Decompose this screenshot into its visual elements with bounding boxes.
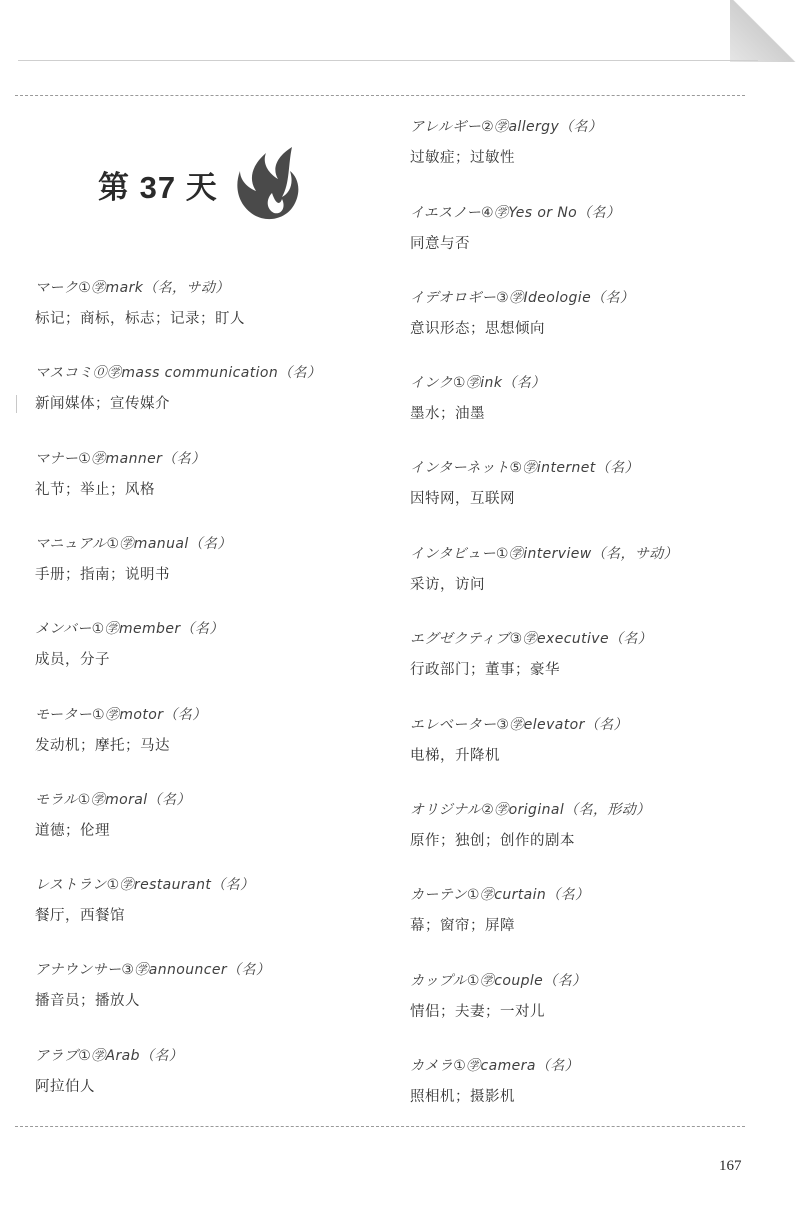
page-number: 167: [719, 1158, 742, 1174]
vocab-term: イエスノー④㊫Yes or No（名）: [410, 205, 621, 221]
vocab-meaning: 过敏症；过敏性: [410, 150, 515, 166]
dashed-divider-top: [15, 95, 745, 96]
vocab-term: カップル①㊫couple（名）: [410, 973, 587, 989]
vocab-term: マナー①㊫manner（名）: [35, 451, 206, 467]
vocab-term: エレベーター③㊫elevator（名）: [410, 717, 628, 733]
vocab-entry: [35, 533, 232, 584]
vocab-meaning: 餐厅，西餐馆: [35, 908, 125, 924]
vocab-entry: [35, 789, 191, 840]
vocab-meaning: 因特网，互联网: [410, 491, 515, 507]
vocab-meaning: 礼节；举止；风格: [35, 482, 155, 498]
vocab-term: オリジナル②㊫original（名，形动）: [410, 802, 651, 818]
day-title: 第 37 天: [98, 170, 218, 205]
vocab-meaning: 幕；窗帘；屏障: [410, 918, 515, 934]
vocab-term: モラル①㊫moral（名）: [35, 792, 191, 808]
vocab-entry: [35, 1045, 183, 1096]
vocab-term: エグゼクティブ③㊫executive（名）: [410, 631, 653, 647]
vocab-meaning: 同意与否: [410, 236, 470, 252]
vocab-meaning: 原作；独创；创作的剧本: [410, 833, 575, 849]
vocab-term: マニュアル①㊫manual（名）: [35, 536, 232, 552]
vocab-entry: [35, 618, 224, 669]
vocab-term: マーク①㊫mark（名，サ动）: [35, 280, 230, 296]
vocab-term: インタビュー①㊫interview（名，サ动）: [410, 546, 679, 562]
vocab-entry: [410, 628, 652, 679]
vocab-entry: [35, 277, 245, 328]
vocab-meaning: 成员，分子: [35, 652, 110, 668]
page-corner-fold: [730, 0, 800, 62]
vocab-entry: [35, 874, 254, 925]
vocab-entry: [35, 362, 321, 413]
vocab-meaning: 情侣；夫妻；一对儿: [410, 1004, 545, 1020]
vocab-meaning: 标记；商标，标志；记录；盯人: [35, 311, 245, 327]
vocab-term: メンバー①㊫member（名）: [35, 621, 224, 637]
vocab-entry: [35, 959, 270, 1010]
vocab-meaning: 电梯，升降机: [410, 748, 500, 764]
vocab-meaning: 采访，访问: [410, 577, 485, 593]
vocab-meaning: 意识形态；思想倾向: [410, 321, 545, 337]
vocab-entry: [35, 448, 205, 499]
vocab-term: モーター①㊫motor（名）: [35, 707, 207, 723]
vocab-term: カーテン①㊫curtain（名）: [410, 887, 590, 903]
vocab-meaning: 阿拉伯人: [35, 1079, 95, 1095]
vocab-term: インク①㊫ink（名）: [410, 375, 546, 391]
vocab-meaning: 发动机；摩托；马达: [35, 738, 170, 754]
vocab-term: アナウンサー③㊫announcer（名）: [35, 962, 271, 978]
vocab-entry: [410, 884, 589, 935]
vocab-entry: [35, 704, 207, 755]
vocab-entry: [410, 287, 634, 338]
flame-icon: [232, 143, 304, 223]
vocab-entry: [410, 970, 586, 1021]
vocab-term: アラブ①㊫Arab（名）: [35, 1048, 184, 1064]
vocab-term: マスコミ⓪㊫mass communication（名）: [35, 365, 322, 381]
vocab-term: イデオロギー③㊫Ideologie（名）: [410, 290, 635, 306]
vocab-entry: [410, 714, 628, 765]
vocab-entry: [410, 799, 651, 850]
vocab-meaning: 手册；指南；说明书: [35, 567, 170, 583]
vocab-meaning: 新闻媒体；宣传媒介: [35, 396, 170, 412]
vocab-meaning: 照相机；摄影机: [410, 1089, 515, 1105]
vocab-meaning: 道德；伦理: [35, 823, 110, 839]
vocab-term: インターネット⑤㊫internet（名）: [410, 460, 639, 476]
dashed-divider-bottom: [15, 1126, 745, 1127]
vocab-entry: [410, 543, 678, 594]
top-rule: [18, 60, 758, 61]
vocab-meaning: 播音员；播放人: [35, 993, 140, 1009]
vocab-entry: [410, 372, 546, 423]
vocab-entry: [410, 1055, 579, 1106]
vocab-entry: [410, 457, 639, 508]
vocab-term: アレルギー②㊫allergy（名）: [410, 119, 603, 135]
vocab-meaning: 行政部门；董事；豪华: [410, 662, 560, 678]
vocab-meaning: 墨水；油墨: [410, 406, 485, 422]
vocab-term: レストラン①㊫restaurant（名）: [35, 877, 255, 893]
vocab-entry: [410, 202, 620, 253]
vocab-entry: [410, 116, 602, 167]
margin-mark: [16, 395, 17, 413]
vocab-term: カメラ①㊫camera（名）: [410, 1058, 580, 1074]
